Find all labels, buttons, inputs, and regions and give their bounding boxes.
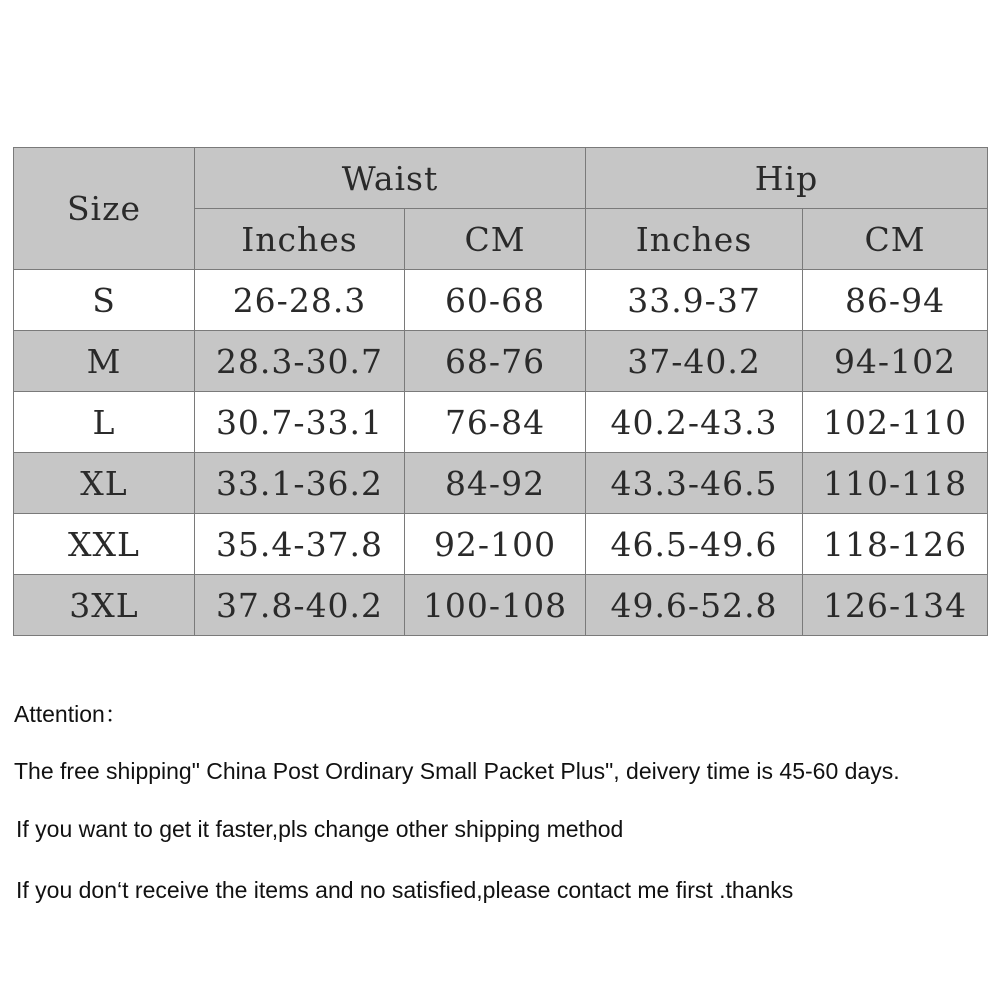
cell-waist-inches: 37.8-40.2 (195, 575, 405, 636)
cell-size: L (14, 392, 195, 453)
table-row (14, 392, 988, 453)
cell-waist-inches: 35.4-37.8 (195, 514, 405, 575)
cell-hip-cm: 102-110 (803, 392, 988, 453)
cell-waist-inches: 28.3-30.7 (195, 331, 405, 392)
header-waist: Waist (195, 148, 586, 209)
attention-heading: Attention： (14, 701, 128, 727)
cell-hip-cm: 86-94 (803, 270, 988, 331)
table-row (14, 331, 988, 392)
size-chart-table (13, 147, 988, 636)
cell-size: S (14, 270, 195, 331)
cell-hip-inches: 43.3-46.5 (586, 453, 803, 514)
cell-size: 3XL (14, 575, 195, 636)
cell-waist-cm: 68-76 (405, 331, 586, 392)
cell-hip-cm: 126-134 (803, 575, 988, 636)
cell-hip-inches: 33.9-37 (586, 270, 803, 331)
cell-hip-inches: 37-40.2 (586, 331, 803, 392)
cell-waist-cm: 92-100 (405, 514, 586, 575)
table-row (14, 453, 988, 514)
cell-waist-cm: 60-68 (405, 270, 586, 331)
cell-hip-inches: 40.2-43.3 (586, 392, 803, 453)
cell-hip-cm: 94-102 (803, 331, 988, 392)
cell-hip-inches: 49.6-52.8 (586, 575, 803, 636)
contact-note: If you don‘t receive the items and no satisfied,please contact me first .thanks (16, 877, 794, 903)
cell-waist-inches: 33.1-36.2 (195, 453, 405, 514)
table-row (14, 270, 988, 331)
cell-hip-inches: 46.5-49.6 (586, 514, 803, 575)
cell-size: XXL (14, 514, 195, 575)
table-row (14, 575, 988, 636)
cell-waist-cm: 76-84 (405, 392, 586, 453)
cell-waist-inches: 30.7-33.1 (195, 392, 405, 453)
cell-waist-cm: 84-92 (405, 453, 586, 514)
faster-shipping-note: If you want to get it faster,pls change other shipping method (16, 816, 624, 842)
header-waist-inches: Inches (195, 209, 405, 270)
header-hip: Hip (586, 148, 988, 209)
table-row (14, 514, 988, 575)
header-hip-cm: CM (803, 209, 988, 270)
cell-hip-cm: 110-118 (803, 453, 988, 514)
shipping-note: The free shipping" China Post Ordinary Small Packet Plus", deivery time is 45-60 days. (14, 758, 900, 784)
cell-hip-cm: 118-126 (803, 514, 988, 575)
cell-size: M (14, 331, 195, 392)
cell-size: XL (14, 453, 195, 514)
header-row-group (14, 148, 988, 209)
cell-waist-inches: 26-28.3 (195, 270, 405, 331)
cell-waist-cm: 100-108 (405, 575, 586, 636)
header-hip-inches: Inches (586, 209, 803, 270)
header-size: Size (14, 148, 195, 270)
header-waist-cm: CM (405, 209, 586, 270)
